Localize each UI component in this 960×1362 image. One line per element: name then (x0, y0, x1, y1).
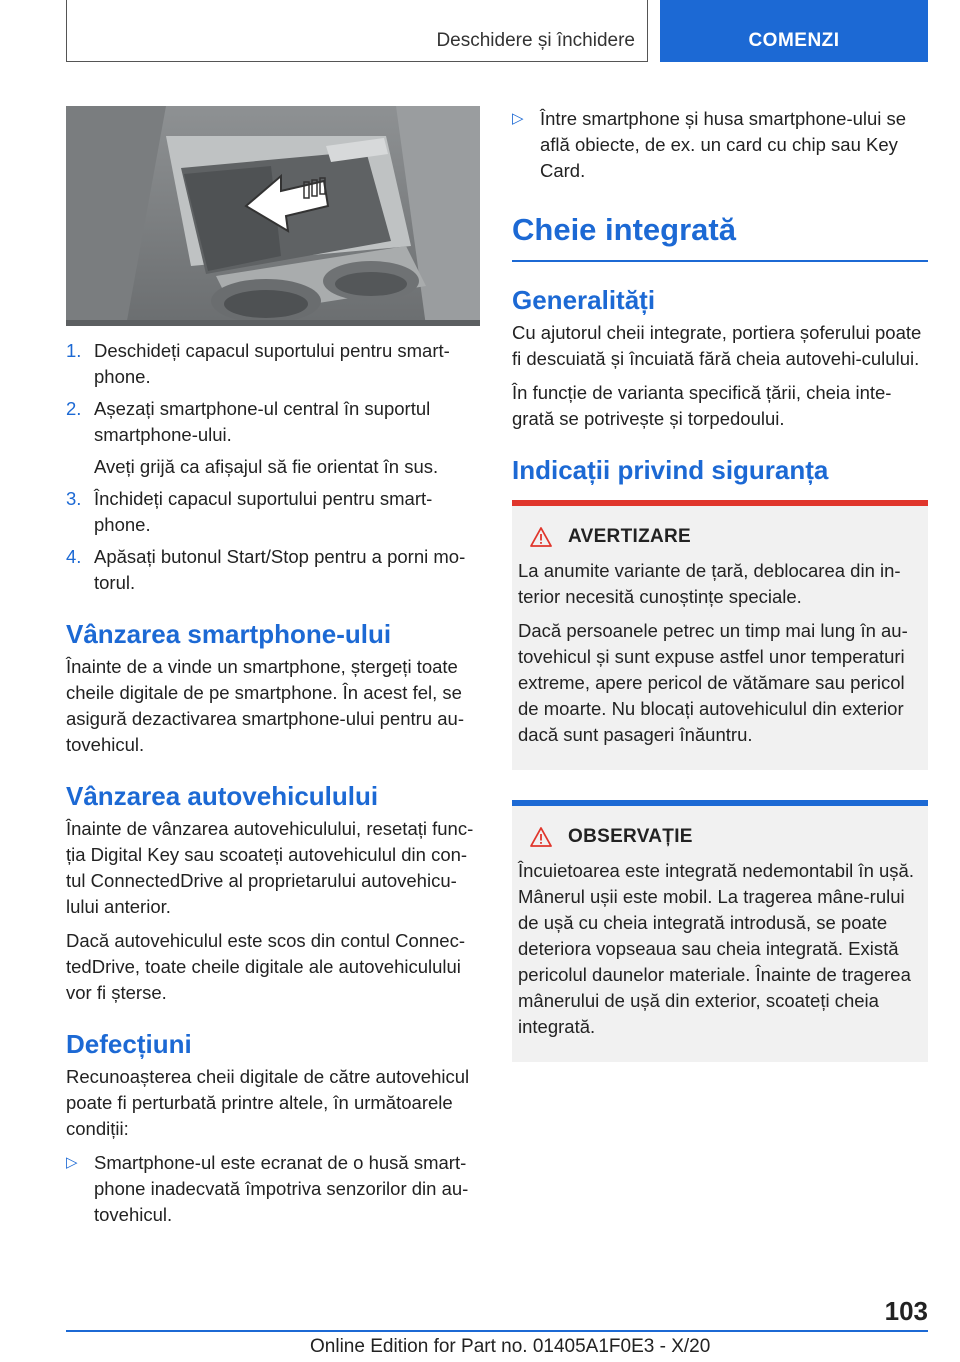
sell-car-text-1: Înainte de vânzarea autovehiculului, resetați func‐ția Digital Key sau scoateți autovehiculul din con‐tul ConnectedDrive al proprietarului autovehicu‐lului anterior. (66, 818, 474, 917)
safety-heading: Indicații privind siguranța (512, 455, 829, 485)
step-note: Aveți grijă ca afișajul să fie orientat în sus. (94, 456, 439, 477)
step-number: 3. (66, 488, 82, 509)
faults-list (66, 1150, 480, 1228)
step-text: Închideți capacul suportului pentru smart‐phone. (94, 488, 433, 535)
general-text-2: În funcție de varianta specifică țării, cheia inte‐grată se potrivește și torpedoului. (512, 382, 892, 429)
caution-triangle-icon (530, 827, 552, 847)
sell-car-text-2: Dacă autovehiculul este scos din contul Connec‐tedDrive, toate cheile digitale ale autovehiculului vor fi șterse. (66, 930, 466, 1003)
list-item (66, 1150, 480, 1228)
sell-car-heading: Vânzarea autovehiculului (66, 781, 379, 811)
triangle-bullet-icon: ▷ (66, 1154, 78, 1171)
step-text: Așezați smartphone-ul central în suportul smartphone-ului. (94, 398, 431, 445)
section-tab (66, 0, 648, 62)
step-number: 1. (66, 340, 82, 361)
footer-rule (66, 1330, 928, 1332)
chapter-heading: Cheie integrată (512, 210, 928, 262)
faults-heading: Defecțiuni (66, 1029, 192, 1059)
note-title-row (518, 824, 920, 850)
note-title: OBSERVAȚIE (568, 826, 693, 847)
warning-title-row (518, 524, 920, 550)
warning-title: AVERTIZARE (568, 526, 691, 547)
section-title: Deschidere și închidere (436, 30, 635, 51)
list-item (512, 106, 928, 184)
sell-phone-text: Înainte de a vinde un smartphone, ștergeți toate cheile digitale de pe smartphone. În acest fel, se asigură dezactivarea smartphone-ului pentru au‐tovehicul. (66, 656, 464, 755)
list-item (66, 544, 480, 596)
edition-text: Online Edition for Part no. 01405A1F0E3 - X/20 (310, 1336, 711, 1357)
step-text: Apăsați butonul Start/Stop pentru a porni mo‐torul. (94, 546, 466, 593)
page-number: 103 (884, 1296, 928, 1326)
phone-holder-photo (66, 106, 480, 326)
warning-text-1: La anumite variante de țară, deblocarea din in‐terior necesită cunoștințe speciale. (518, 560, 901, 607)
chapter-tab (660, 0, 928, 62)
list-item (66, 396, 480, 480)
bullet-text: Smartphone-ul este ecranat de o husă smart‐phone inadecvată împotriva senzorilor din au‐tovehicul. (94, 1152, 469, 1225)
sell-phone-heading: Vânzarea smartphone-ului (66, 619, 392, 649)
list-item (66, 486, 480, 538)
left-column (66, 106, 480, 1234)
list-item (66, 338, 480, 390)
note-text-1: Încuietoarea este integrată nedemontabil în ușă. Mânerul ușii este mobil. La tragerea mâne‐rului de ușă cu cheia integrată introdusă, se poate deteriora vopseaua sau cheia integrată. Există pericolul daunelor materiale. Înainte de tragerea mânerului de ușă din exterior, scoateți cheia integrată. (518, 860, 914, 1037)
triangle-bullet-icon: ▷ (512, 110, 524, 127)
steps-list (66, 338, 480, 596)
step-number: 2. (66, 398, 82, 419)
warning-text-2: Dacă persoanele petrec un timp mai lung în au‐tovehicul și sunt expuse astfel unor temperaturi extreme, apere pericol de vătămare sau pericol de moarte. Nu blocați autovehiculul din exterior dacă sunt pasageri înăuntru. (518, 620, 908, 745)
note-box (512, 800, 928, 1062)
faults-list-continued (512, 106, 928, 184)
step-text: Deschideți capacul suportului pentru smart‐phone. (94, 340, 450, 387)
warning-triangle-icon (530, 527, 552, 547)
general-heading: Generalități (512, 285, 656, 315)
step-number: 4. (66, 546, 82, 567)
chapter-title: COMENZI (748, 30, 840, 51)
warning-box (512, 500, 928, 770)
right-column (512, 106, 928, 1062)
faults-text: Recunoașterea cheii digitale de către autovehicul poate fi perturbată printre altele, în următoarele condiții: (66, 1066, 470, 1139)
general-text-1: Cu ajutorul cheii integrate, portiera șoferului poate fi descuiată și încuiată fără cheia autovehi‐culului. (512, 322, 922, 369)
bullet-text: Între smartphone și husa smartphone-ului se află obiecte, de ex. un card cu chip sau Key Card. (540, 108, 907, 181)
page-header (66, 0, 928, 64)
